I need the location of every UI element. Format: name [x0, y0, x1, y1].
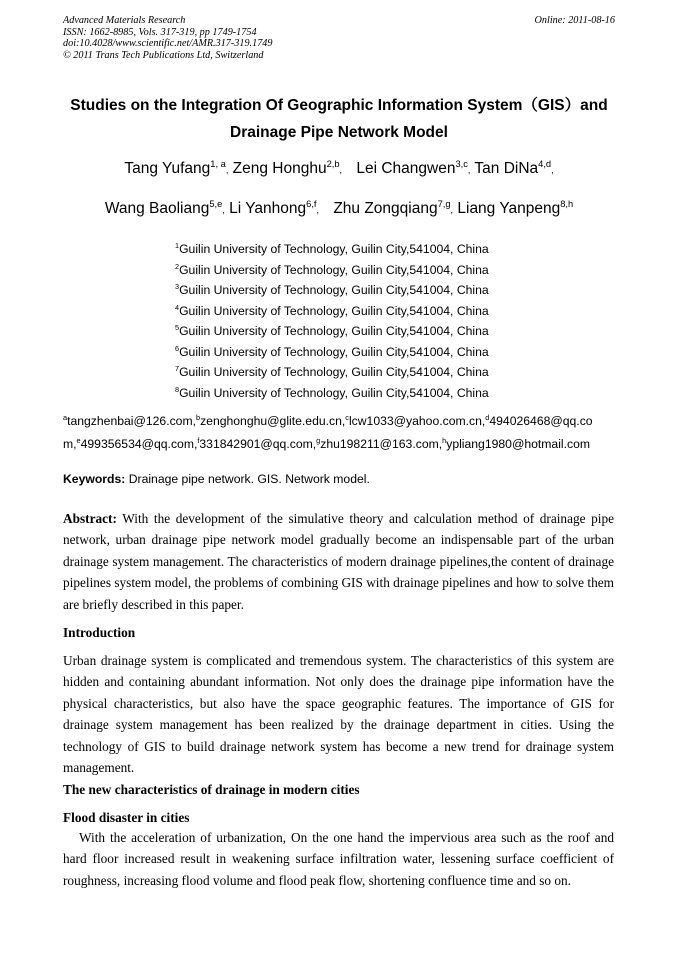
- affiliation-text: Guilin University of Technology, Guilin City,541004, China: [179, 344, 489, 359]
- affiliation: [175, 239, 615, 260]
- paper-title-line-2: Drainage Pipe Network Model: [230, 124, 448, 141]
- affiliation-number: 3: [175, 281, 180, 291]
- email-address-continued: m,: [63, 436, 77, 451]
- email-address: lcw1033@yahoo.com.cn,: [348, 414, 486, 428]
- author-superscript: 2,b: [326, 158, 340, 169]
- affiliation: [175, 260, 615, 281]
- author-line-1: [20, 160, 658, 178]
- affiliation-number: 1: [175, 240, 180, 250]
- author-superscript: 4,d: [538, 158, 552, 169]
- author-name: Zhu Zongqiang: [333, 200, 438, 217]
- email-address: tangzhenbai@126.com,: [67, 414, 196, 428]
- keywords-text: Drainage pipe network. GIS. Network model.: [128, 472, 370, 486]
- doi-line: doi:10.4028/www.scientific.net/AMR.317-319.1749: [63, 38, 273, 49]
- abstract: [63, 508, 614, 615]
- author-name: Zeng Honghu: [232, 160, 327, 177]
- author-name: Tang Yufang: [124, 160, 211, 177]
- author-separator: ,: [222, 205, 225, 215]
- email-list: [63, 410, 623, 455]
- author-separator: ,: [551, 165, 554, 175]
- affiliation: [175, 362, 615, 383]
- author-separator: ,: [339, 165, 343, 175]
- affiliation-number: 8: [175, 384, 180, 394]
- email-superscript: c: [345, 412, 349, 422]
- email-address: 331842901@qq.com,: [199, 436, 317, 451]
- paper-title-line-1: Studies on the Integration Of Geographic Information System（GIS）and: [70, 97, 608, 114]
- author-separator: ,: [225, 165, 229, 175]
- author-superscript: 8,h: [560, 198, 574, 209]
- journal-name: Advanced Materials Research: [63, 15, 186, 26]
- author-superscript: 5,e: [209, 198, 223, 209]
- email-superscript: h: [442, 435, 447, 445]
- affiliation-text: Guilin University of Technology, Guilin City,541004, China: [179, 365, 489, 379]
- affiliation-text: Guilin University of Technology, Guilin City,541004, China: [179, 324, 489, 338]
- affiliation-text: Guilin University of Technology, Guilin City,541004, China: [179, 262, 489, 277]
- email-superscript: b: [196, 412, 201, 422]
- affiliation: [175, 301, 615, 322]
- affiliation-number: 7: [175, 363, 180, 373]
- journal-header: [63, 15, 615, 61]
- author-superscript: 3,c: [455, 158, 468, 169]
- affiliation-text: Guilin University of Technology, Guilin City,541004, China: [179, 303, 489, 318]
- subsection-heading-flood: Flood disaster in cities: [63, 810, 190, 825]
- author-name: Lei Changwen: [356, 160, 456, 177]
- author-separator: ,: [450, 205, 454, 215]
- author-name: Wang Baoliang: [104, 200, 210, 217]
- affiliation-number: 4: [175, 302, 180, 312]
- author-superscript: 7,g: [437, 198, 451, 209]
- issn-line: ISSN: 1662-8985, Vols. 317-319, pp 1749-1754: [63, 26, 257, 38]
- author-superscript: 6,f: [306, 198, 317, 209]
- affiliations-list: [175, 239, 615, 403]
- affiliation-text: Guilin University of Technology, Guilin City,541004, China: [179, 283, 489, 297]
- email-address: 499356534@qq.com,: [80, 436, 198, 451]
- email-address: zhu198211@163.com,: [320, 436, 443, 451]
- keywords: [63, 472, 615, 486]
- author-name: Tan DiNa: [474, 160, 539, 177]
- author-name: Li Yanhong: [229, 200, 307, 217]
- keywords-label: Keywords:: [63, 472, 126, 486]
- online-date: Online: 2011-08-16: [534, 15, 615, 26]
- author-line-2: [20, 200, 658, 218]
- affiliation: [175, 342, 615, 363]
- email-superscript: f: [197, 435, 200, 445]
- author-separator: ,: [316, 205, 320, 215]
- abstract-label: Abstract:: [63, 511, 117, 526]
- email-superscript: e: [76, 435, 81, 445]
- email-address: zenghonghu@glite.edu.cn,: [200, 414, 346, 428]
- email-address: 494026468@qq.co: [489, 414, 593, 428]
- email-superscript: a: [63, 412, 68, 422]
- affiliation: [175, 383, 615, 404]
- author-separator: ,: [467, 165, 471, 175]
- flood-paragraph: With the acceleration of urbanization, On the one hand the impervious area such as the roof and hard floor increased result in weakening surface infiltration water, lessening surface coefficient of roughness, increasing flood volume and flood peak flow, shortening confluence time and so on.: [63, 830, 614, 888]
- author-superscript: 1, a: [210, 158, 226, 169]
- abstract-text: With the development of the simulative theory and calculation method of drainage pipe network, urban drainage pipe network model gradually become an indispensable part of the urban drainage system management. The characteristics of modern drainage pipelines,the content of drainage pipelines system model, the problems of combining GIS with drainage pipelines and how to solve them are briefly described in this paper.: [63, 511, 614, 612]
- email-superscript: d: [485, 412, 490, 422]
- affiliation: [175, 321, 615, 342]
- email-line-2: [63, 433, 623, 456]
- section-heading-new-characteristics: The new characteristics of drainage in modern cities: [63, 782, 360, 797]
- affiliation-number: 5: [175, 322, 180, 332]
- section-heading-introduction: Introduction: [63, 625, 136, 640]
- affiliation-text: Guilin University of Technology, Guilin City,541004, China: [179, 385, 489, 400]
- affiliation-text: Guilin University of Technology, Guilin City,541004, China: [179, 242, 489, 256]
- email-superscript: g: [316, 435, 321, 445]
- affiliation-number: 6: [175, 343, 180, 353]
- affiliation: [175, 280, 615, 301]
- email-line-1: [63, 410, 623, 433]
- copyright-line: © 2011 Trans Tech Publications Ltd, Switzerland: [63, 49, 264, 61]
- affiliation-number: 2: [175, 261, 180, 271]
- email-address: ypliang1980@hotmail.com: [446, 436, 591, 451]
- introduction-paragraph: Urban drainage system is complicated and tremendous system. The characteristics of this system are hidden and containing abundant information. Not only does the drainage pipe information have the physical characteristics, but also have the space geographic features. The importance of GIS for drainage system management has been realized by the drainage department in cities. Using the technology of GIS to build drainage network system has become a new trend for drainage system management.: [63, 653, 614, 776]
- author-name: Liang Yanpeng: [457, 200, 561, 217]
